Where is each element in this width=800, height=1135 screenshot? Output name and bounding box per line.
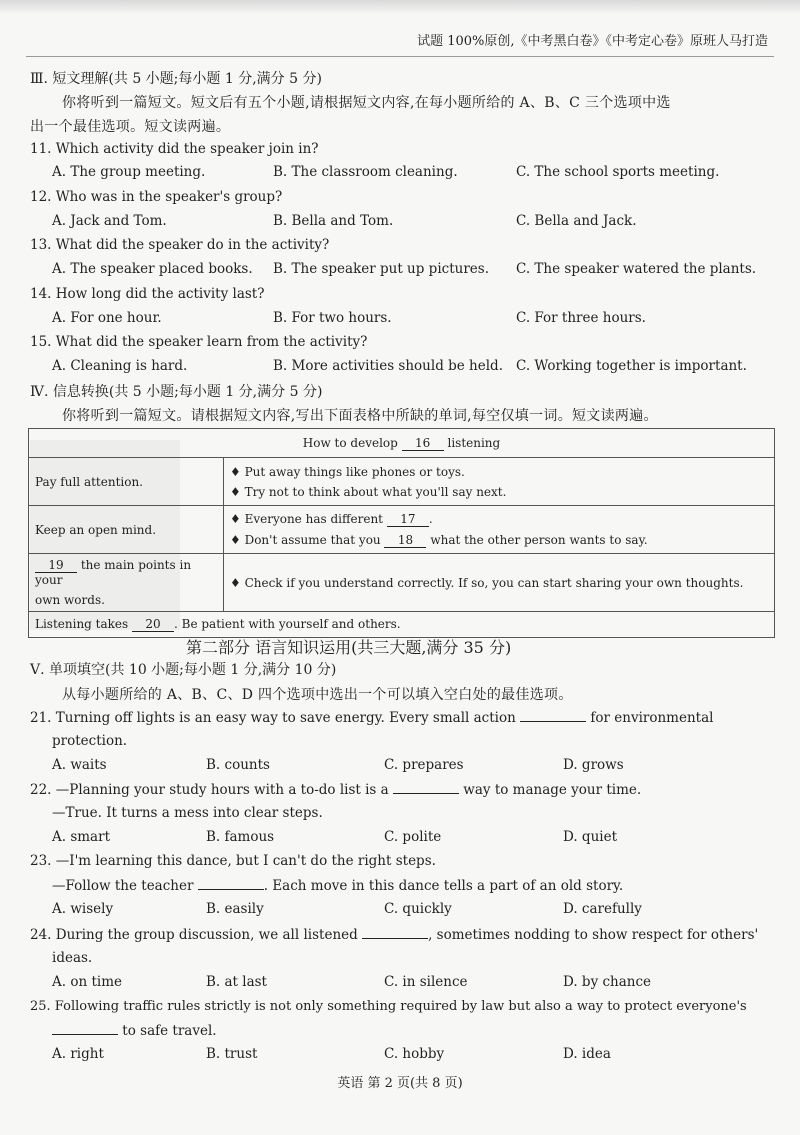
q14-option-c: C. For three hours. bbox=[516, 310, 646, 326]
question-21-cont: protection. bbox=[52, 733, 128, 749]
q13-option-b: B. The speaker put up pictures. bbox=[273, 261, 489, 277]
header-divider bbox=[26, 56, 774, 57]
q12-option-a: A. Jack and Tom. bbox=[52, 213, 167, 229]
question-15: 15. What did the speaker learn from the activity? bbox=[30, 334, 368, 350]
question-13: 13. What did the speaker do in the activity? bbox=[30, 237, 330, 253]
q12-option-c: C. Bella and Jack. bbox=[516, 213, 637, 229]
row-open-mind-details: ♦ Everyone has different 17 . ♦ Don't assume that you 18 what the other person wants to say. bbox=[224, 506, 775, 554]
q23-option-c: C. quickly bbox=[384, 901, 452, 917]
row-open-mind-label: Keep an open mind. bbox=[29, 506, 224, 554]
question-25-cont: to safe travel. bbox=[52, 1022, 217, 1039]
blank-18: 18 bbox=[384, 533, 426, 548]
question-25: 25. Following traffic rules strictly is not only something required by law but also a way to protect everyone's bbox=[30, 999, 747, 1014]
section3-instruction-line2: 出一个最佳选项。短文读两遍。 bbox=[30, 119, 231, 135]
q11-option-b: B. The classroom cleaning. bbox=[273, 164, 458, 180]
blank-20: 20 bbox=[132, 617, 174, 632]
q25-option-d: D. idea bbox=[563, 1046, 611, 1062]
section3-title: Ⅲ. 短文理解(共 5 小题;每小题 1 分,满分 5 分) bbox=[30, 71, 322, 87]
q22-option-c: C. polite bbox=[384, 829, 442, 845]
answer-blank bbox=[52, 1022, 118, 1035]
info-table bbox=[28, 428, 775, 638]
q14-option-b: B. For two hours. bbox=[273, 310, 392, 326]
question-11: 11. Which activity did the speaker join in? bbox=[30, 141, 319, 157]
q21-option-b: B. counts bbox=[206, 757, 270, 773]
q22-option-d: D. quiet bbox=[563, 829, 617, 845]
q15-option-c: C. Working together is important. bbox=[516, 358, 747, 374]
q25-option-c: C. hobby bbox=[384, 1046, 445, 1062]
q11-option-c: C. The school sports meeting. bbox=[516, 164, 720, 180]
row-summarize-details: ♦ Check if you understand correctly. If so, you can start sharing your own thoughts. bbox=[224, 554, 775, 612]
answer-blank bbox=[362, 926, 428, 939]
q24-option-d: D. by chance bbox=[563, 974, 652, 990]
row-pay-attention-details: ♦ Put away things like phones or toys. ♦ Try not to think about what you'll say next. bbox=[224, 458, 775, 506]
answer-blank bbox=[393, 781, 459, 794]
question-21: 21. Turning off lights is an easy way to save energy. Every small action for environmental bbox=[30, 710, 714, 726]
section5-title: Ⅴ. 单项填空(共 10 小题;每小题 1 分,满分 10 分) bbox=[30, 662, 337, 678]
q21-option-c: C. prepares bbox=[384, 757, 464, 773]
q24-option-c: C. in silence bbox=[384, 974, 468, 990]
page-footer: 英语 第 2 页(共 8 页) bbox=[337, 1076, 463, 1091]
question-22: 22. —Planning your study hours with a to-do list is a way to manage your time. bbox=[30, 782, 642, 798]
question-24-cont: ideas. bbox=[52, 950, 93, 966]
question-14: 14. How long did the activity last? bbox=[30, 286, 265, 302]
header-note: 试题 100%原创,《中考黑白卷》《中考定心卷》原班人马打造 bbox=[417, 34, 768, 49]
q13-option-a: A. The speaker placed books. bbox=[52, 261, 253, 277]
q21-option-d: D. grows bbox=[563, 757, 624, 773]
question-22-reply: —True. It turns a mess into clear steps. bbox=[52, 805, 323, 821]
scan-top-band bbox=[0, 0, 800, 14]
q22-option-b: B. famous bbox=[206, 829, 275, 845]
q12-option-b: B. Bella and Tom. bbox=[273, 213, 394, 229]
q24-option-b: B. at last bbox=[206, 974, 267, 990]
q15-option-b: B. More activities should be held. bbox=[273, 358, 503, 374]
question-23: 23. —I'm learning this dance, but I can't do the right steps. bbox=[30, 853, 436, 869]
section3-instruction-line1: 你将听到一篇短文。短文后有五个小题,请根据短文内容,在每小题所给的 A、B、C 三个选项中选 bbox=[62, 95, 671, 111]
blank-19: 19 bbox=[35, 558, 77, 573]
blank-17: 17 bbox=[387, 512, 429, 527]
answer-blank bbox=[198, 877, 264, 890]
q13-option-c: C. The speaker watered the plants. bbox=[516, 261, 757, 277]
row-pay-attention-label: Pay full attention. bbox=[29, 458, 224, 506]
q21-option-a: A. waits bbox=[52, 757, 107, 773]
table-header: How to develop 16 listening bbox=[29, 429, 775, 458]
q23-option-b: B. easily bbox=[206, 901, 264, 917]
section5-instruction: 从每小题所给的 A、B、C、D 四个选项中选出一个可以填入空白处的最佳选项。 bbox=[62, 687, 573, 703]
q25-option-b: B. trust bbox=[206, 1046, 258, 1062]
question-23-reply: —Follow the teacher . Each move in this dance tells a part of an old story. bbox=[52, 878, 624, 894]
row-listening-takes: Listening takes 20 . Be patient with yourself and others. bbox=[29, 612, 775, 638]
q25-option-a: A. right bbox=[52, 1046, 104, 1062]
section4-instruction: 你将听到一篇短文。请根据短文内容,写出下面表格中所缺的单词,每空仅填一词。短文读两遍。 bbox=[62, 408, 658, 424]
q15-option-a: A. Cleaning is hard. bbox=[52, 358, 188, 374]
q23-option-d: D. carefully bbox=[563, 901, 642, 917]
question-24: 24. During the group discussion, we all listened , sometimes nodding to show respect for others' bbox=[30, 927, 759, 943]
q11-option-a: A. The group meeting. bbox=[52, 164, 206, 180]
q24-option-a: A. on time bbox=[52, 974, 122, 990]
question-12: 12. Who was in the speaker's group? bbox=[30, 189, 283, 205]
part2-title: 第二部分 语言知识运用(共三大题,满分 35 分) bbox=[186, 638, 512, 657]
q14-option-a: A. For one hour. bbox=[52, 310, 162, 326]
row-summarize-label: 19 the main points in your own words. bbox=[29, 554, 224, 612]
blank-16: 16 bbox=[402, 436, 444, 451]
section4-title: Ⅳ. 信息转换(共 5 小题;每小题 1 分,满分 5 分) bbox=[30, 384, 323, 400]
q23-option-a: A. wisely bbox=[52, 901, 114, 917]
q22-option-a: A. smart bbox=[52, 829, 110, 845]
answer-blank bbox=[520, 709, 586, 722]
